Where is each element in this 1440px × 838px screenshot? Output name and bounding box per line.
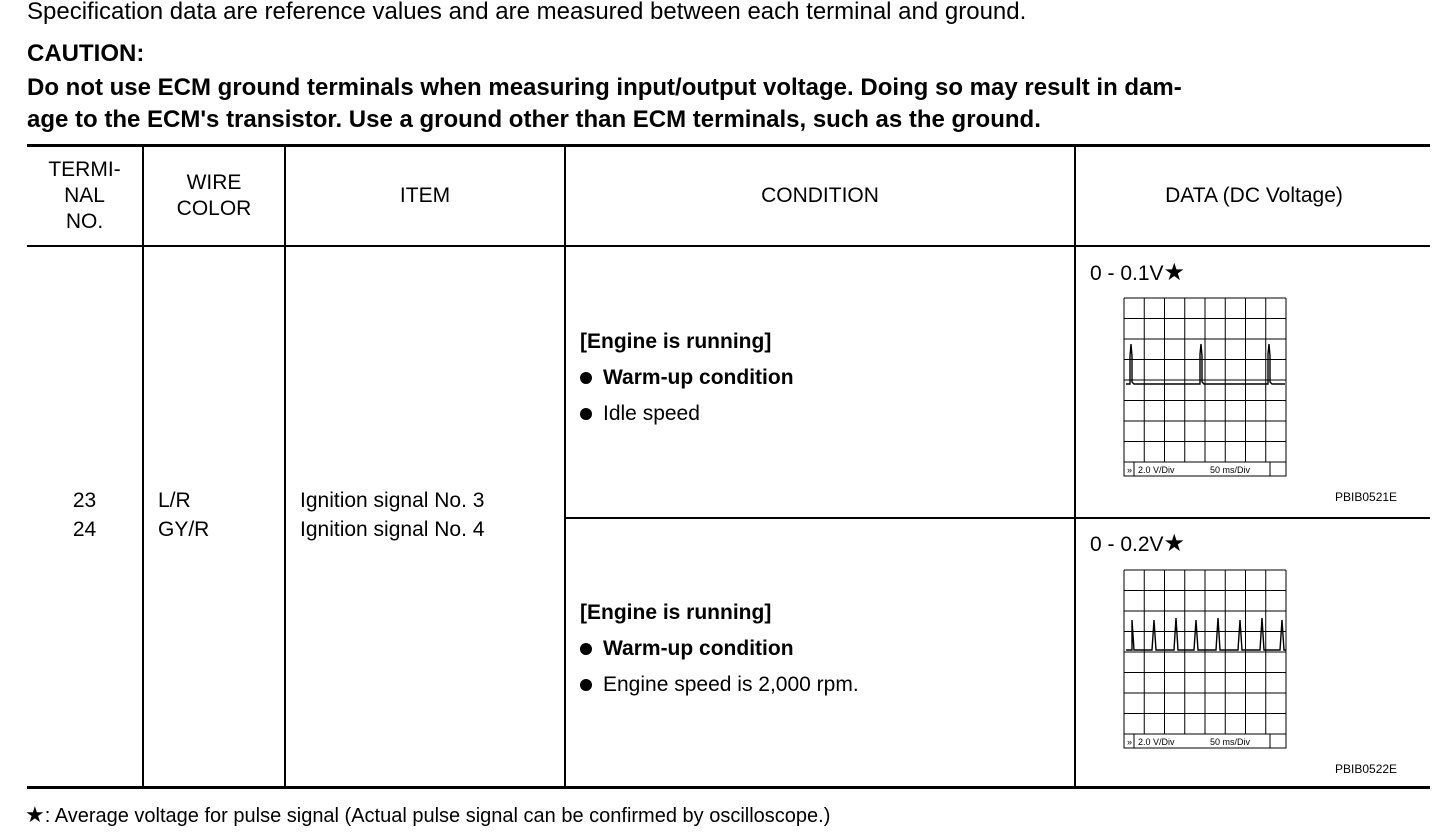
row-divider-rule: [564, 517, 1430, 519]
item-ignition-3: Ignition signal No. 3: [300, 489, 485, 512]
wire-lr: L/R: [158, 489, 191, 512]
caution-text: [27, 72, 1432, 136]
item-names: [300, 486, 484, 544]
bullet-icon: [580, 643, 592, 655]
condition-bullet: [580, 402, 794, 426]
header-wire-line-1: WIRE: [186, 171, 242, 194]
scope-scale-label: 2.0 V/Div: [1138, 465, 1175, 475]
condition-bullet: [580, 637, 859, 661]
condition-bullet: [580, 673, 859, 697]
header-terminal-line-1: TERMI-: [48, 158, 121, 181]
scope-time-label: 50 ms/Div: [1210, 465, 1251, 475]
caution-line-1: Do not use ECM ground terminals when measuring input/output voltage. Doing so may result in dam-: [27, 74, 1182, 101]
item-ignition-4: Ignition signal No. 4: [300, 518, 485, 541]
header-condition: CONDITION: [761, 184, 879, 207]
wire-colors: [158, 486, 209, 544]
bullet-icon: [580, 679, 592, 691]
bullet-text: Engine speed is 2,000 rpm.: [603, 673, 859, 696]
table-bottom-rule: [27, 786, 1430, 789]
scope-time-label: 50 ms/Div: [1210, 737, 1251, 747]
figure-code-2000rpm: PBIB0522E: [1335, 762, 1398, 776]
header-terminal-line-3: NO.: [65, 210, 104, 233]
header-terminal-line-2: NAL: [64, 184, 105, 207]
scope-icon: »: [1127, 737, 1133, 747]
header-terminal-no: [27, 147, 142, 245]
condition-title: [Engine is running]: [580, 601, 772, 624]
scope-icon: »: [1127, 465, 1133, 475]
voltage-2000rpm: [1090, 529, 1185, 558]
terminal-24: 24: [72, 518, 97, 541]
star-icon: ★: [25, 802, 45, 827]
figure-code-idle: PBIB0521E: [1335, 490, 1398, 504]
header-wire-line-2: COLOR: [176, 197, 252, 220]
footnote-text: : Average voltage for pulse signal (Actual pulse signal can be confirmed by oscilloscope.): [44, 805, 831, 827]
header-item: ITEM: [399, 184, 451, 207]
voltage-value: 0 - 0.2V: [1090, 533, 1164, 556]
scope-grid: [1124, 298, 1286, 476]
condition-bullet: [580, 366, 794, 390]
bullet-text: Warm-up condition: [603, 366, 794, 389]
bullet-text: Idle speed: [603, 402, 700, 425]
bullet-text: Warm-up condition: [603, 637, 794, 660]
oscilloscope-2000rpm: [1120, 568, 1290, 752]
bullet-icon: [580, 372, 592, 384]
voltage-idle: [1090, 258, 1185, 287]
header-bottom-rule: [27, 245, 1430, 247]
bullet-icon: [580, 408, 592, 420]
scope-grid: [1124, 570, 1286, 748]
voltage-value: 0 - 0.1V: [1090, 262, 1164, 285]
intro-text: Specification data are reference values and are measured between each terminal and ground.: [27, 0, 1027, 25]
wire-gyr: GY/R: [158, 518, 210, 541]
caution-line-2: age to the ECM's transistor. Use a ground other than ECM terminals, such as the ground.: [27, 106, 1041, 133]
header-data: DATA (DC Voltage): [1165, 184, 1343, 207]
scope-waveform: [1126, 618, 1286, 650]
header-wire-color: [144, 147, 284, 245]
condition-title: [Engine is running]: [580, 330, 772, 353]
star-icon: ★: [1163, 530, 1186, 557]
caution-heading: CAUTION:: [27, 40, 145, 67]
oscilloscope-idle: [1120, 296, 1290, 480]
star-icon: ★: [1163, 259, 1186, 286]
scope-scale-label: 2.0 V/Div: [1138, 737, 1175, 747]
condition-2000rpm: [580, 601, 859, 709]
footnote: [25, 802, 830, 828]
condition-idle: [580, 330, 794, 438]
terminal-23: 23: [72, 489, 97, 512]
terminal-numbers: [27, 486, 142, 544]
